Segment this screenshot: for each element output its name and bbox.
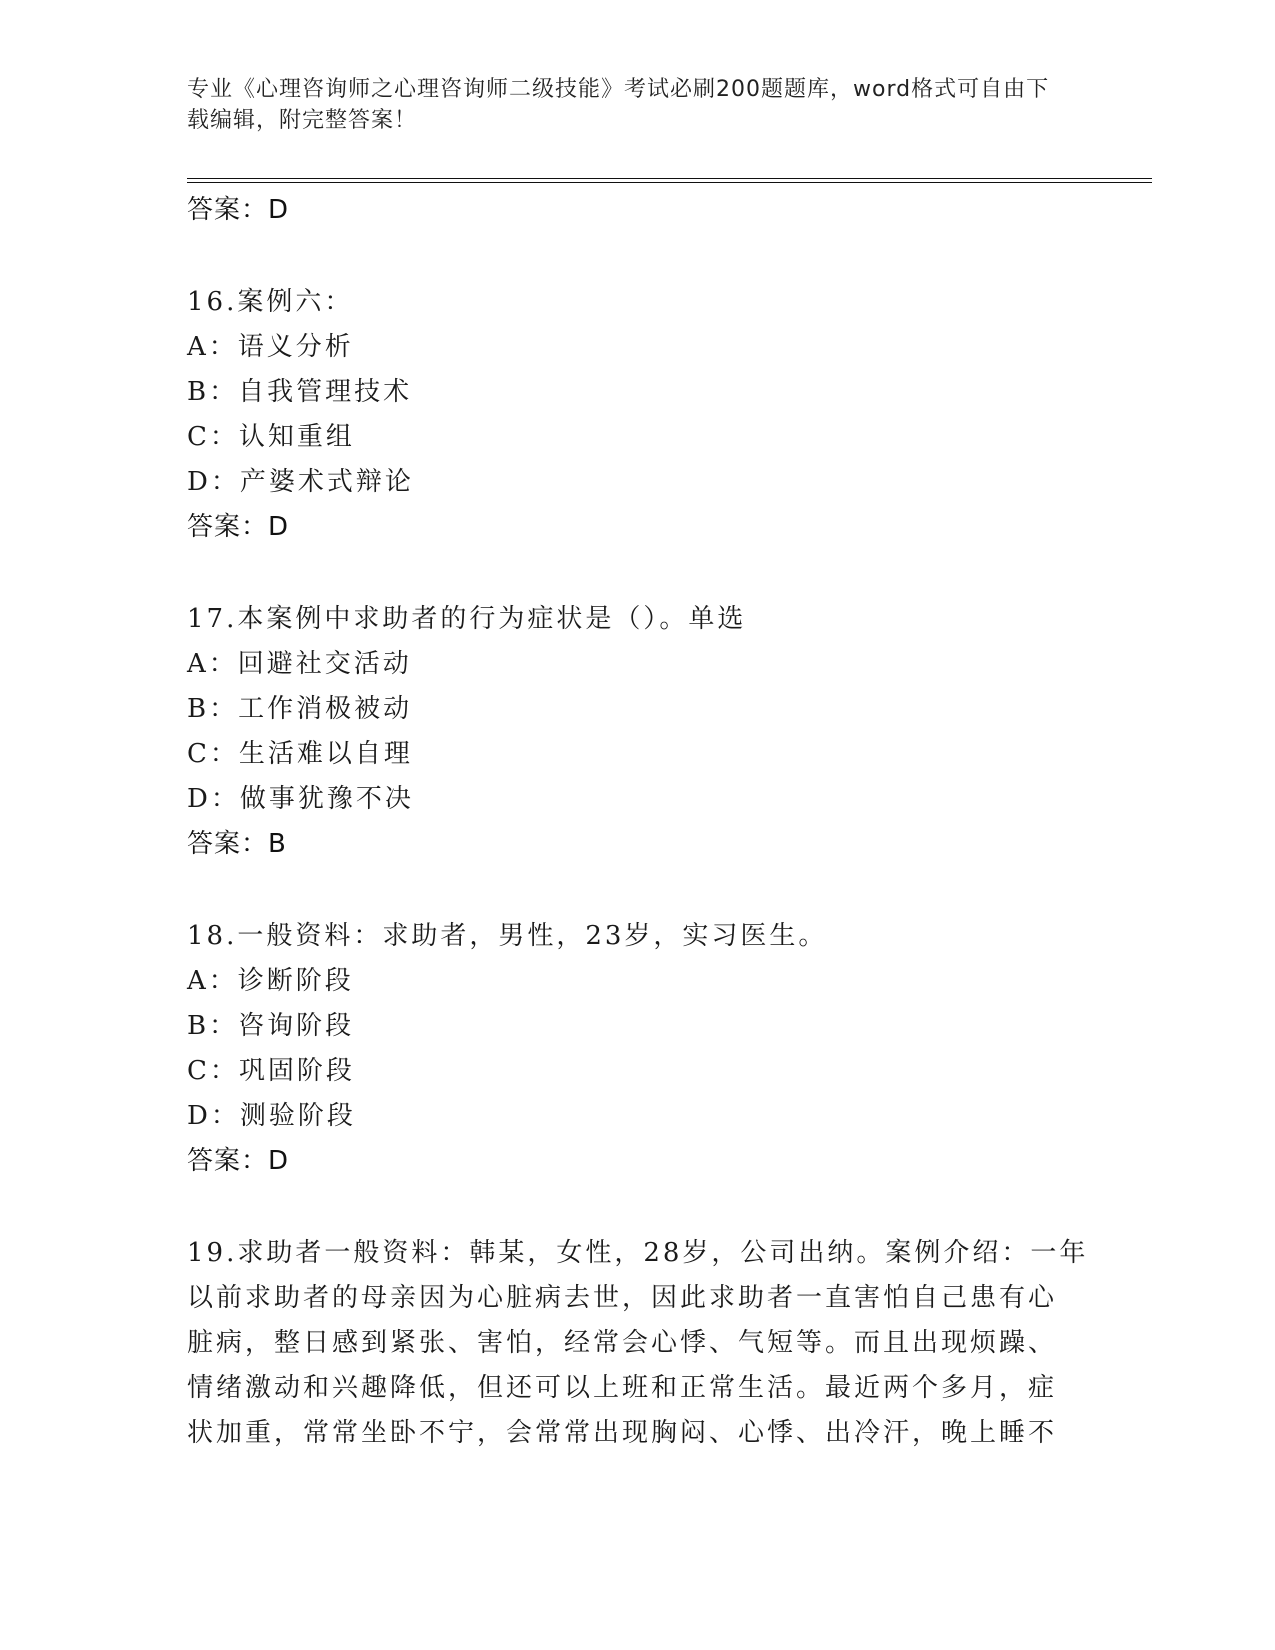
question-block-19	[187, 1231, 1089, 1456]
document-body	[187, 188, 1089, 1456]
option-d: D：做事犹豫不决	[187, 784, 414, 814]
answer-line: 答案：D	[187, 1146, 290, 1176]
question-text-line: 情绪激动和兴趣降低，但还可以上班和正常生活。最近两个多月，症	[187, 1373, 1058, 1403]
question-text-line: 脏病，整日感到紧张、害怕，经常会心悸、气短等。而且出现烦躁、	[187, 1328, 1058, 1358]
question-stem: 18.一般资料：求助者，男性，23岁，实习医生。	[187, 921, 828, 951]
option-d: D：测验阶段	[187, 1101, 356, 1131]
question-block-16	[187, 280, 1082, 550]
question-stem: 16.案例六：	[187, 287, 354, 317]
option-d: D：产婆术式辩论	[187, 467, 414, 497]
question-stem: 17.本案例中求助者的行为症状是（）。单选	[187, 604, 747, 634]
option-c: C：生活难以自理	[187, 739, 413, 769]
answer-line: 答案：B	[187, 829, 287, 859]
question-text-line: 19.求助者一般资料：韩某，女性，28岁，公司出纳。案例介绍：一年	[187, 1238, 1089, 1268]
option-c: C：巩固阶段	[187, 1056, 355, 1086]
option-b: B：咨询阶段	[187, 1011, 355, 1041]
question-text-line: 状加重，常常坐卧不宁，会常常出现胸闷、心悸、出冷汗，晚上睡不	[187, 1418, 1058, 1448]
document-header: 专业《心理咨询师之心理咨询师二级技能》考试必刷200题题库，word格式可自由下载编辑，附完整答案！	[187, 77, 1050, 133]
option-a: A：回避社交活动	[187, 649, 412, 679]
spacer	[187, 233, 1082, 280]
answer-line: 答案：D	[187, 512, 290, 542]
header-divider-bottom	[187, 182, 1152, 183]
question-block-18	[187, 914, 1082, 1184]
answer-line: 答案：D	[187, 195, 290, 225]
option-b: B：自我管理技术	[187, 377, 413, 407]
question-block-17	[187, 597, 1082, 867]
spacer	[187, 1184, 1082, 1231]
option-a: A：语义分析	[187, 332, 354, 362]
option-b: B：工作消极被动	[187, 694, 413, 724]
spacer	[187, 550, 1082, 597]
option-c: C：认知重组	[187, 422, 355, 452]
spacer	[187, 867, 1082, 914]
question-text-line: 以前求助者的母亲因为心脏病去世，因此求助者一直害怕自己患有心	[187, 1283, 1058, 1313]
header-divider-top	[187, 178, 1152, 179]
option-a: A：诊断阶段	[187, 966, 354, 996]
